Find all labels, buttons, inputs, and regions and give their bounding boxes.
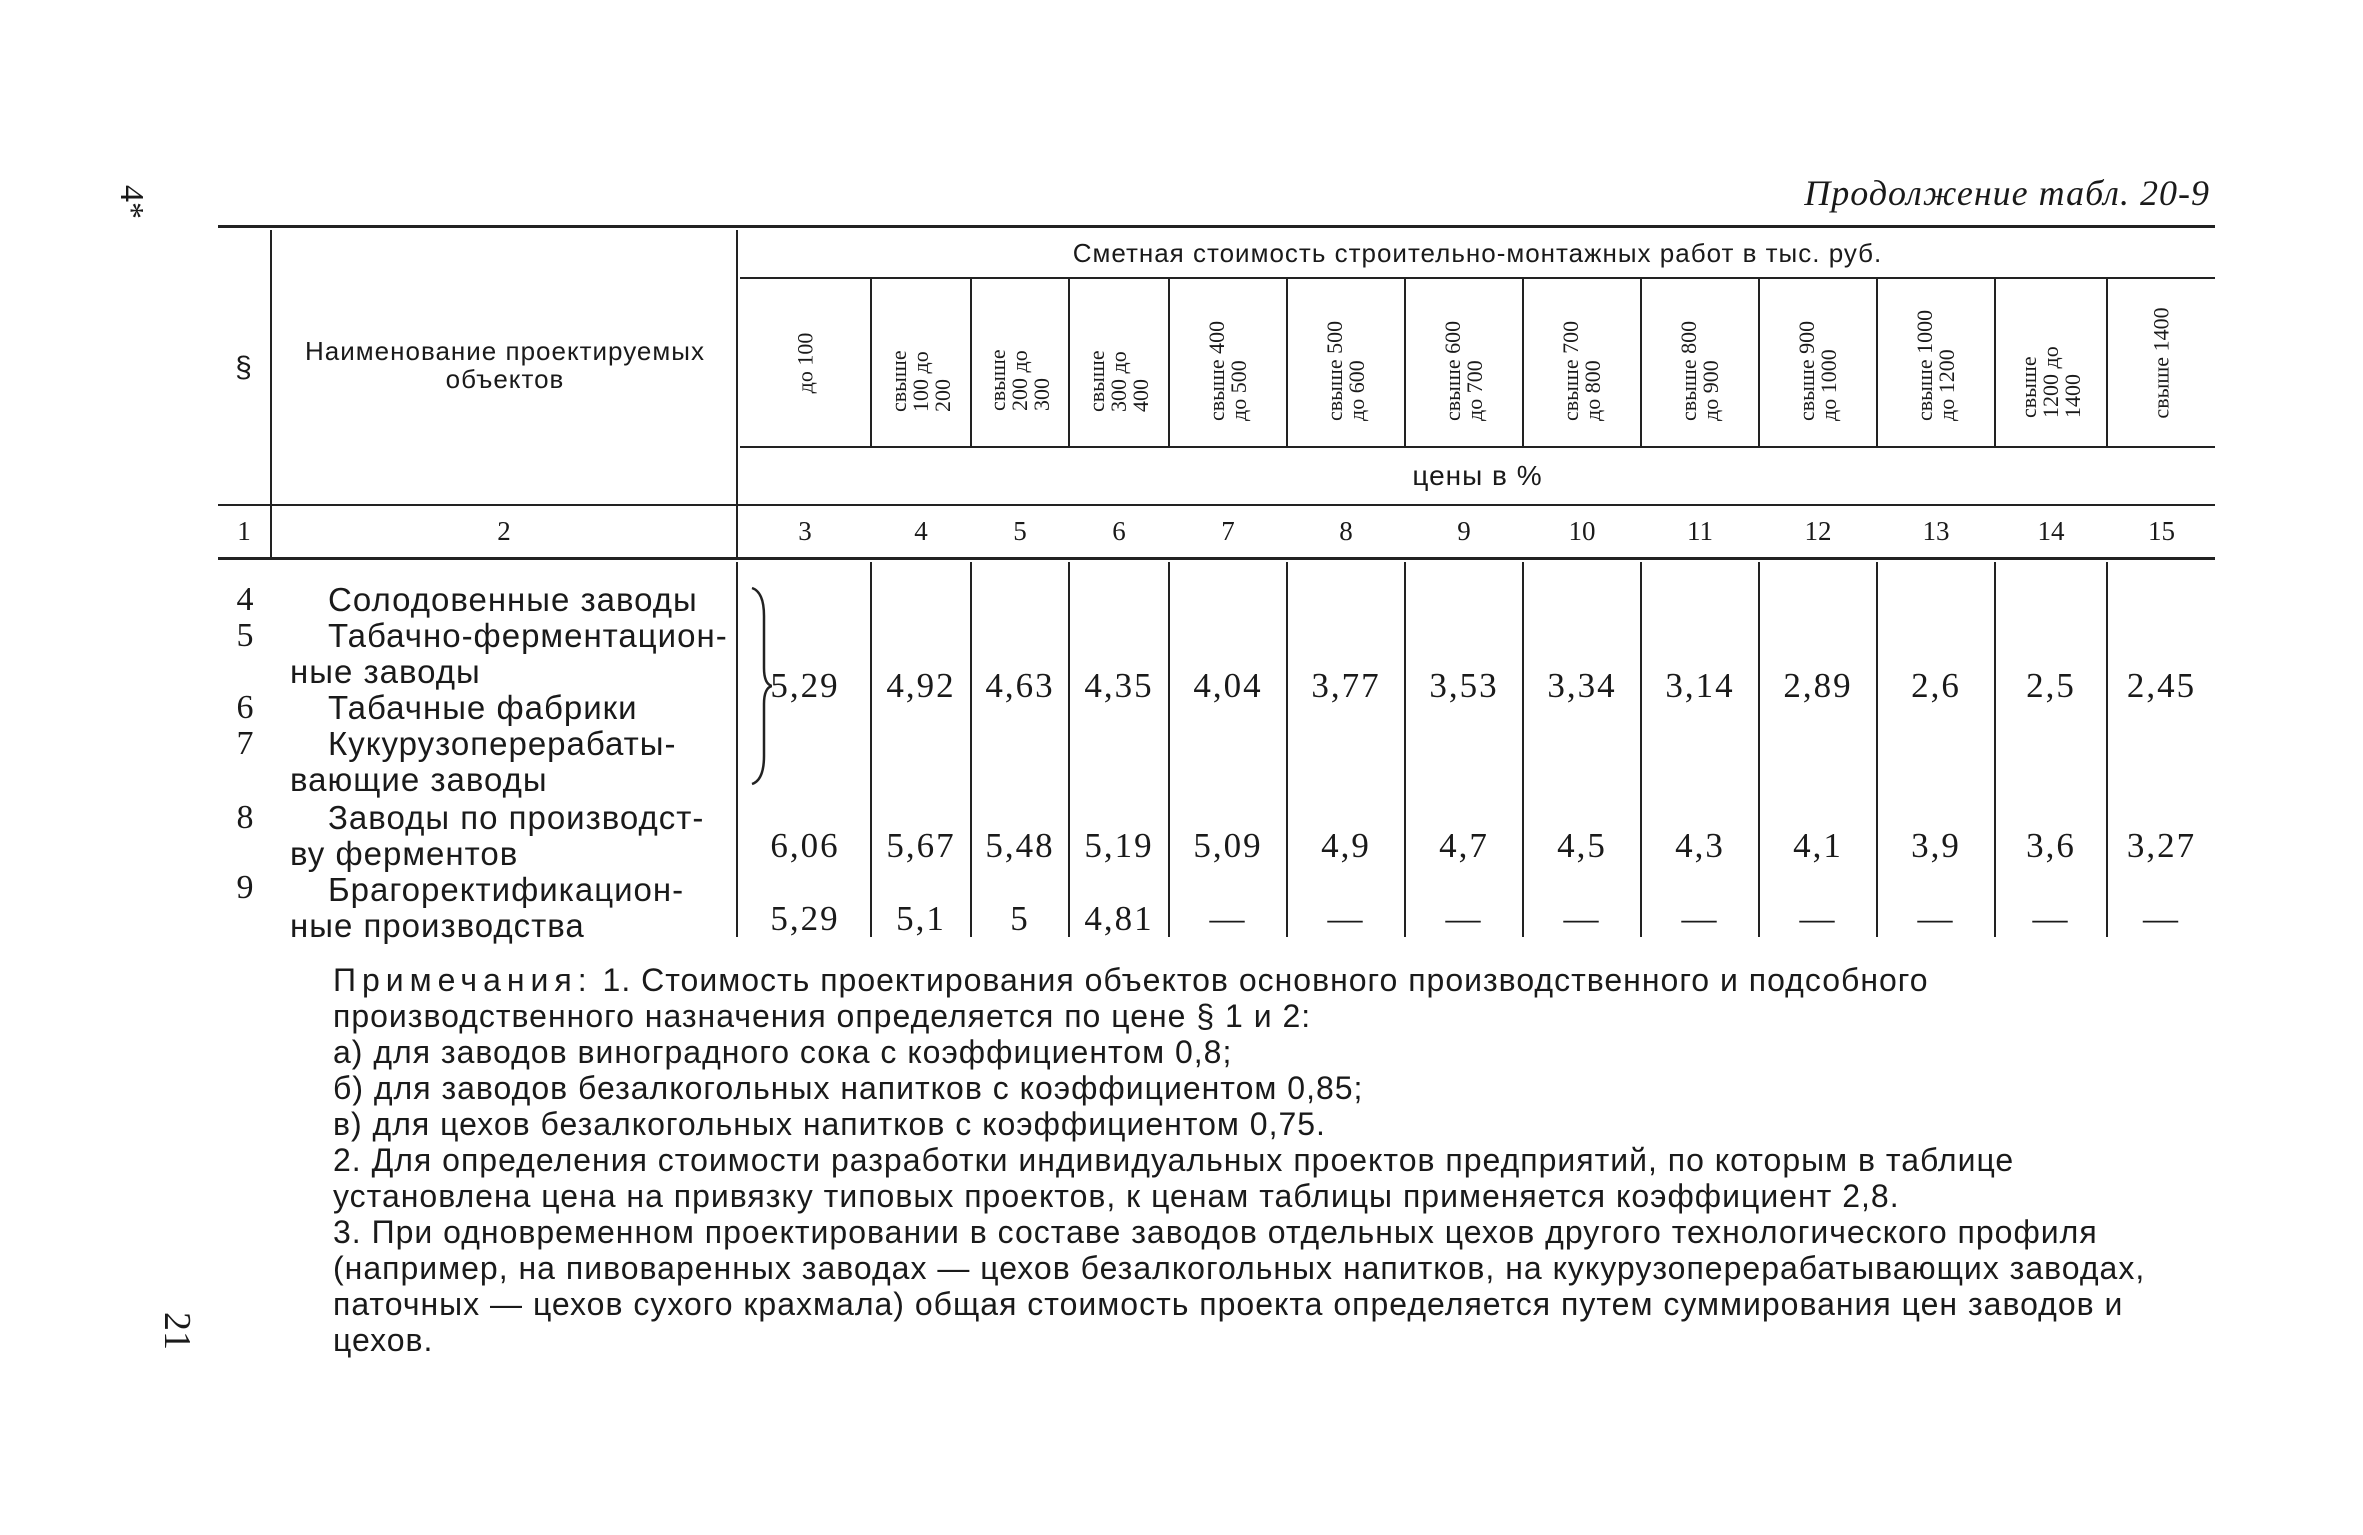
object-name: Солодовенные заводы [328, 581, 698, 618]
range-header: свыше 400 до 500 [1204, 320, 1251, 421]
note-1 [293, 962, 2213, 1034]
price-value: 3,14 [1665, 666, 1735, 705]
price-value: 2,6 [1911, 666, 1961, 705]
range-header: свыше 200 до 300 [985, 349, 1054, 411]
note-2: 2. Для определения стоимости разработки индивидуальных проектов предприятий, по которым в таблице установлена цена на привязку типовых проектов, к ценам таблицы применяется коэффициент 2,8. [333, 1142, 2015, 1214]
margin-mark-top: 4* [113, 185, 150, 219]
range-header: свыше 1200 до 1400 [2016, 346, 2085, 418]
price-value: 4,7 [1439, 826, 1489, 865]
range-header: свыше 800 до 900 [1676, 320, 1723, 421]
price-value: 5,09 [1193, 826, 1263, 865]
price-value: — [1327, 899, 1365, 938]
price-value: 4,63 [985, 666, 1055, 705]
object-name-cont: ву ферментов [290, 835, 519, 872]
price-value: 4,81 [1084, 899, 1154, 938]
price-value: 4,9 [1321, 826, 1371, 865]
col-number: 14 [2037, 515, 2065, 546]
cost-group-header: Сметная стоимость строительно-монтажных работ в тыс. руб. [1072, 238, 1883, 268]
body-col-rule [736, 562, 738, 937]
col-number: 1 [237, 515, 251, 546]
col-number: 15 [2148, 515, 2175, 546]
column-number-rule [218, 557, 2215, 560]
price-value: 5,19 [1084, 826, 1154, 865]
price-value: — [2143, 899, 2180, 938]
price-value: 4,04 [1193, 666, 1263, 705]
price-value: 3,6 [2026, 826, 2076, 865]
section-number: 6 [236, 689, 254, 726]
section-number: 4 [236, 581, 254, 618]
table-caption: Продолжение табл. 20-9 [1804, 173, 2210, 213]
price-value: — [1445, 899, 1483, 938]
range-header: свыше 300 до 400 [1084, 350, 1153, 412]
price-value: 4,3 [1675, 826, 1725, 865]
section-number: 8 [236, 799, 254, 836]
price-value: 3,27 [2126, 826, 2197, 865]
section-number: 9 [236, 869, 254, 906]
section-number: 5 [236, 617, 254, 654]
price-value: 5,67 [886, 826, 956, 865]
note-3: 3. При одновременном проектировании в составе заводов отдельных цехов другого технологического профиля (например, на пивоваренных заводах — цехов безалкогольных напитков, на кукурузоперерабатывающих заводах, паточных — цехов сухого крахмала) общая стоимость проекта определяется путем суммирования цен заводов и цехов. [333, 1214, 2146, 1358]
price-value: — [2032, 899, 2070, 938]
price-value: — [1563, 899, 1601, 938]
col-number: 9 [1457, 515, 1471, 546]
notes-block [293, 962, 2213, 1358]
range-header: свыше 500 до 600 [1322, 320, 1369, 421]
price-value: 5,29 [770, 666, 840, 705]
object-name-cont: вающие заводы [290, 761, 548, 798]
price-value: — [1917, 899, 1955, 938]
note-1-c: в) для цехов безалкогольных напитков с коэффициентом 0,75. [333, 1106, 1326, 1142]
object-name-cont: ные заводы [290, 653, 481, 690]
object-name: Табачные фабрики [328, 689, 638, 726]
section-header: § [235, 350, 253, 384]
price-value: 2,5 [2026, 666, 2076, 705]
price-value: 5,29 [770, 899, 840, 938]
body-col-rule [1286, 562, 1288, 937]
price-value: — [1799, 899, 1837, 938]
col-rule-2 [736, 230, 738, 558]
note-1-b: б) для заводов безалкогольных напитков с коэффициентом 0,85; [333, 1070, 1364, 1106]
body-col-rule [1876, 562, 1878, 937]
page-number: 21 [156, 1312, 198, 1350]
col-number: 10 [1568, 515, 1596, 546]
price-value: 2,89 [1783, 666, 1853, 705]
col-number: 11 [1687, 515, 1713, 546]
body-col-rule [1404, 562, 1406, 937]
price-value: 3,77 [1311, 666, 1381, 705]
object-name: Брагоректификацион- [328, 871, 685, 908]
col-number: 7 [1221, 515, 1235, 546]
price-value: 3,9 [1911, 826, 1961, 865]
price-value: 3,34 [1547, 666, 1617, 705]
col-number: 13 [1922, 515, 1950, 546]
section-number: 7 [236, 725, 254, 762]
price-value: 4,1 [1793, 826, 1843, 865]
name-header: Наименование проектируемых объектов [305, 336, 705, 394]
price-value: — [1681, 899, 1719, 938]
price-value: 3,53 [1429, 666, 1499, 705]
note-1-a: а) для заводов виноградного сока с коэффициентом 0,8; [333, 1034, 1233, 1070]
price-value: 2,45 [2126, 666, 2197, 705]
price-value: 4,35 [1084, 666, 1154, 705]
price-value: 6,06 [770, 826, 840, 865]
body-col-rule [970, 562, 972, 937]
object-name: Кукурузоперерабаты- [328, 725, 677, 762]
col-number: 5 [1013, 515, 1027, 546]
range-header: свыше 1000 до 1200 [1912, 309, 1959, 421]
notes-heading: Примечания: [333, 962, 593, 998]
price-value: 5,48 [985, 826, 1055, 865]
body-col-rule [2106, 562, 2108, 937]
body-col-rule [1068, 562, 1070, 937]
range-header: свыше 600 до 700 [1440, 320, 1487, 421]
range-header: до 100 [791, 332, 817, 394]
body-col-rule [1758, 562, 1760, 937]
body-col-rule [1640, 562, 1642, 937]
range-header: свыше 100 до 200 [886, 350, 955, 412]
price-unit-header: цены в % [1412, 460, 1543, 491]
note-1-text: 1. Стоимость проектирования объектов основного производственного и подсобного производственного назначения определяется по цене § 1 и 2: [333, 962, 1929, 1034]
price-value: 4,5 [1557, 826, 1607, 865]
object-name-cont: ные производства [290, 907, 585, 944]
range-header: свыше 900 до 1000 [1794, 320, 1841, 421]
body-col-rule [1522, 562, 1524, 937]
col-number: 8 [1339, 515, 1353, 546]
body-col-rule [1994, 562, 1996, 937]
range-header: свыше 700 до 800 [1558, 320, 1605, 421]
price-value: 4,92 [886, 666, 956, 705]
body-col-rule [1168, 562, 1170, 937]
col-number: 6 [1112, 515, 1126, 546]
body-col-rule [870, 562, 872, 937]
col-number: 3 [798, 515, 812, 546]
price-value: 5,1 [896, 899, 946, 938]
col-number: 12 [1804, 515, 1832, 546]
price-value: 5 [1010, 899, 1030, 938]
object-name: Заводы по производст- [328, 799, 705, 836]
col-number: 2 [497, 515, 511, 546]
price-value: — [1209, 899, 1247, 938]
range-header: свыше 1400 [2148, 307, 2174, 419]
object-name: Табачно-ферментацион- [328, 617, 728, 654]
col-number: 4 [914, 515, 928, 546]
